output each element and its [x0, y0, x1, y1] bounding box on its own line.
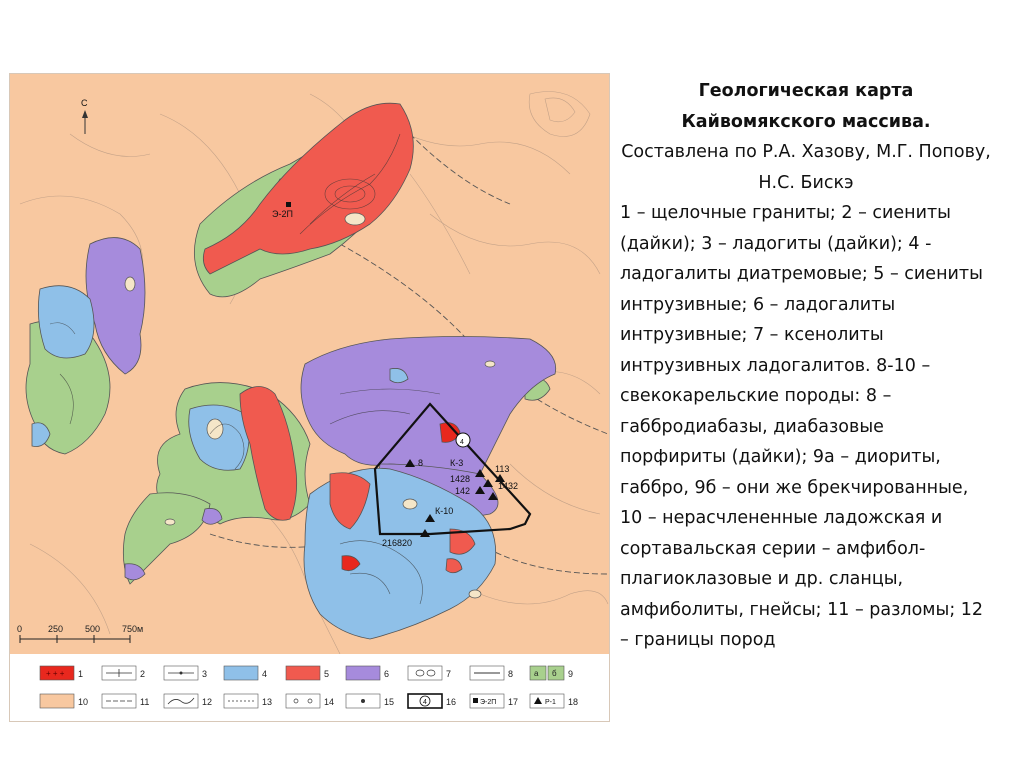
scale-250: 250 [48, 624, 64, 634]
legend-item-15 [346, 694, 394, 708]
scale-500: 500 [85, 624, 101, 634]
caption-legend-text: 1 – щелочные граниты; 2 – сиениты (дайки); 3 – ладогиты (дайки); 4 - ладогалиты диатремовые; 5 – сиениты интрузивные; 6 – ладогалиты интрузивные; 7 – ксенолиты интрузивных ладогалитов. 8-10 – свекокарельские породы: 8 – габбродиабазы, диабазовые порфириты (дайки); 9а – диориты, габбро, 9б – они же брекчированные, 10 – нерасчлененные ладожская и сортавальская серии – амфибол-плагиоклазовые и др. сланцы, амфиболиты, гнейсы; 11 – разломы; 12 – границы пород [620, 203, 984, 650]
label-site-4: 4 [460, 439, 464, 446]
svg-text:17: 17 [508, 697, 519, 707]
scale-750: 750м [122, 624, 144, 634]
north-label: С [81, 98, 88, 108]
svg-text:8: 8 [508, 669, 514, 679]
scale-0: 0 [17, 624, 23, 634]
label-k3: К-3 [450, 458, 464, 468]
caption-title-line2: Кайвомякского массива. [681, 111, 931, 132]
svg-text:3: 3 [202, 669, 208, 679]
svg-text:11: 11 [140, 697, 150, 707]
svg-text:12: 12 [202, 697, 213, 707]
e2p-marker [286, 202, 291, 207]
svg-text:16: 16 [446, 697, 457, 707]
legend-item-13 [224, 694, 272, 708]
svg-text:14: 14 [324, 697, 335, 707]
legend-item-17 [470, 694, 518, 708]
svg-text:13: 13 [262, 697, 273, 707]
legend-strip [10, 654, 609, 721]
svg-text:1: 1 [78, 669, 84, 679]
label-1428: 1428 [450, 474, 471, 484]
geological-map [9, 73, 610, 722]
svg-text:18: 18 [568, 697, 579, 707]
svg-text:5: 5 [324, 669, 330, 679]
svg-text:а: а [534, 669, 539, 678]
label-20: 20 [402, 538, 413, 548]
svg-text:7: 7 [446, 669, 452, 679]
svg-text:10: 10 [78, 697, 89, 707]
svg-text:4: 4 [423, 699, 427, 706]
map-caption [620, 76, 992, 656]
legend-item-14 [286, 694, 334, 708]
label-k10: К-10 [435, 506, 454, 516]
legend-item-16 [408, 694, 456, 708]
caption-title-line1: Геологическая карта [698, 81, 914, 101]
legend-item-10 [40, 694, 88, 708]
label-2168: 2168 [382, 538, 403, 548]
label-e2p: Э-2П [272, 209, 293, 219]
svg-text:9: 9 [568, 669, 574, 679]
svg-text:+ + +: + + + [46, 669, 65, 678]
svg-text:Р-1: Р-1 [545, 699, 556, 706]
legend-item-11 [102, 694, 149, 708]
svg-text:Э-2П: Э-2П [480, 699, 497, 706]
svg-text:4: 4 [262, 669, 268, 679]
label-8: 8 [418, 458, 424, 468]
svg-text:2: 2 [140, 669, 146, 679]
map-canvas [10, 74, 609, 721]
svg-text:15: 15 [384, 697, 395, 707]
label-113: 113 [495, 464, 510, 474]
label-1432: 1432 [498, 481, 519, 491]
svg-text:6: 6 [384, 669, 390, 679]
legend-item-18 [530, 694, 578, 708]
svg-text:б: б [552, 669, 557, 678]
caption-author: Составлена по Р.А. Хазову, М.Г. Попову, Н.С. Бискэ [621, 142, 991, 193]
label-142: 142 [455, 486, 471, 496]
legend-item-12 [164, 694, 212, 708]
